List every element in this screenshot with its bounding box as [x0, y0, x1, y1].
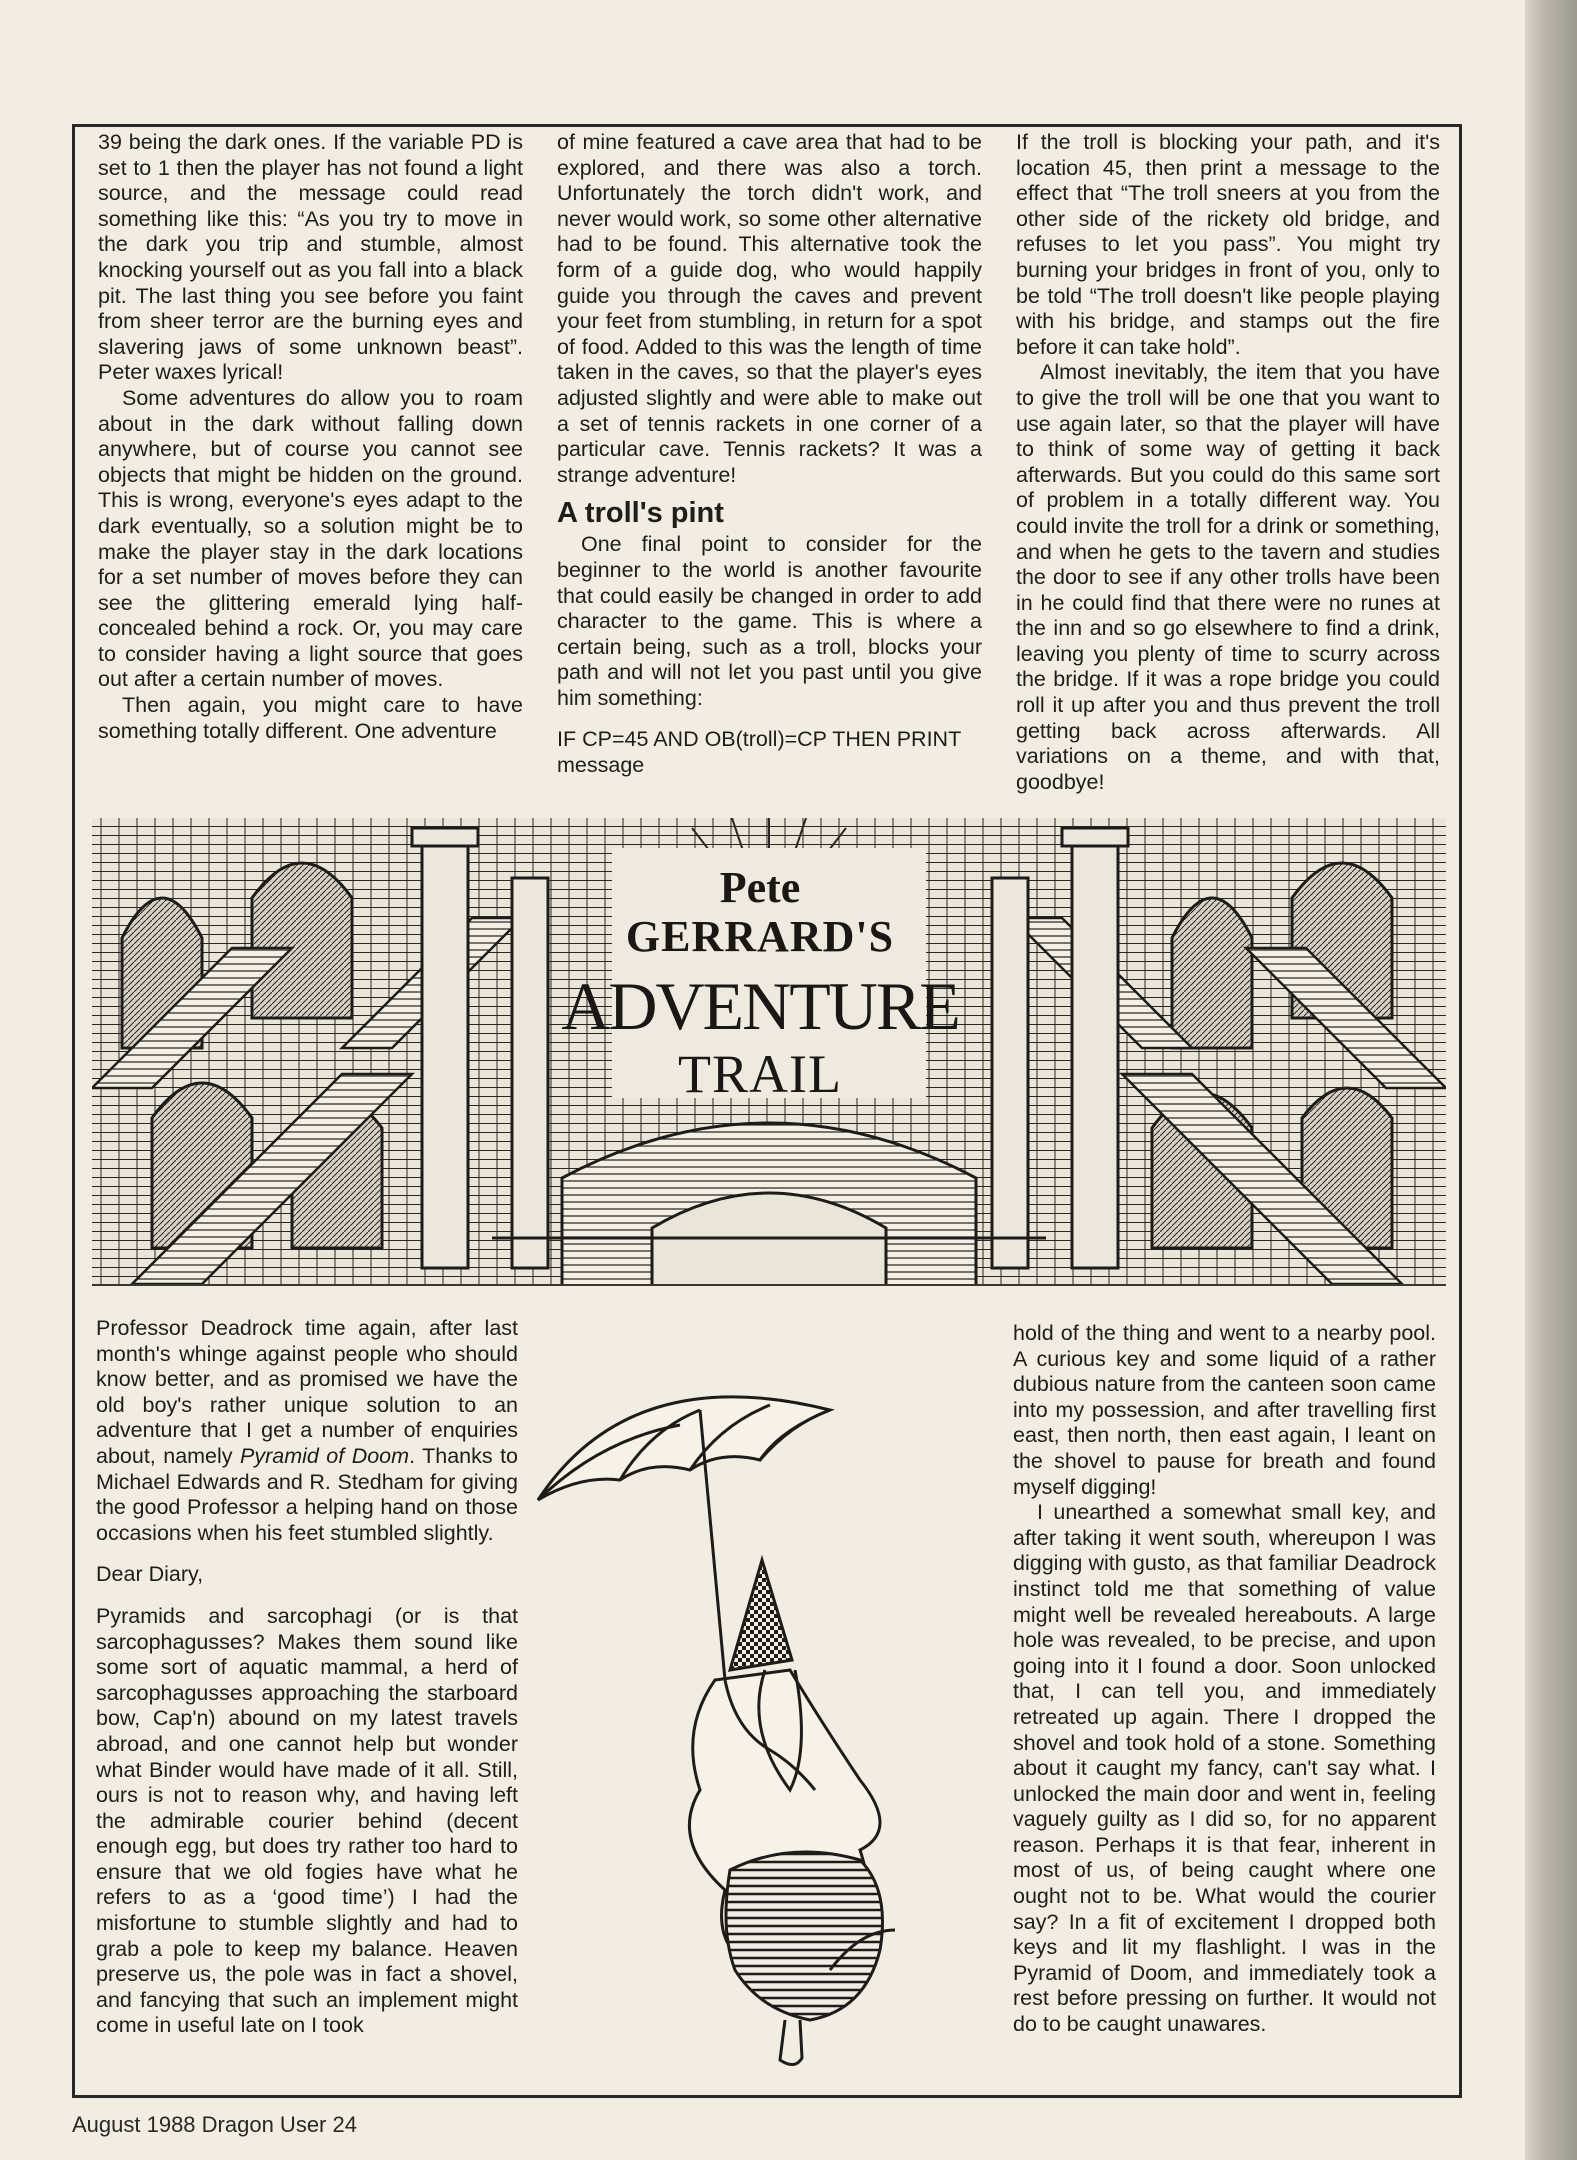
intro-text: . Thanks to Michael Edwards and R. Stedham for giving the good Professor a helping hand on those occasions when his feet stumbled slightly. — [96, 1443, 518, 1545]
paragraph: If the troll is blocking your path, and it's location 45, then print a message to the effect that “The troll sneers at you from the other side of the rickety old bridge, and refuses to let you pass”. You might try burning your bridges in front of you, only to be told “The troll doesn't like people playing with his bridge, and stamps out the fire before it can take hold”. — [1016, 130, 1440, 359]
banner-title-line: TRAIL — [678, 1044, 842, 1104]
paragraph: of mine featured a cave area that had to be explored, and there was also a torch. Unfortunately the torch didn't work, and never would work, so some other alternative had to be found. This alternative took the form of a guide dog, who would happily guide you through the caves and prevent your feet from stumbling, in return for a spot of food. Added to this was the length of time taken in the caves, so that the player's eyes adjusted slightly and were able to make out a set of tennis rackets in one corner of a particular cave. Tennis rackets? It was a strange adventure! — [557, 130, 982, 487]
paragraph: Almost inevitably, the item that you have to give the troll will be one that you want to use again later, so that the player will have to think of some way of getting it back afterwards. But you could do this same sort of problem in a totally different way. You could invite the troll for a drink or something, and when he gets to the tavern and studies the door to see if any other trolls have been in he could find that there were no runes at the inn and so go elsewhere to find a drink, leaving you plenty of time to scurry across the bridge. If it was a rope bridge you could roll it up after you and thus prevent the troll getting back across afterwards. All variations on a theme, and with that, goodbye! — [1016, 360, 1440, 794]
game-title: Pyramid of Doom — [240, 1443, 410, 1468]
banner-title-line: ADVENTURE — [561, 968, 959, 1044]
paragraph: One final point to consider for the beginner to the world is another favourite that could easily be changed in order to add character to the game. This is where a certain being, such as a troll, blocks your path and will not let you past until you give him something: — [557, 532, 982, 710]
bottom-column-3 — [1013, 1321, 1436, 2038]
banner-title-line: Pete — [719, 863, 801, 912]
paragraph: I unearthed a somewhat small key, and after taking it went south, whereupon I was digging with gusto, as that familiar Deadrock instinct told me that something of value might well be revealed hereabouts. A large hole was revealed, to be precise, and upon going into it I found a door. Soon unlocked that, I can tell you, and immediately retreated up again. There I dropped the shovel and took hold of a stone. Something about it caught my fancy, can't say what. I unlocked the main door and went in, feeling vaguely guilty as I did so, for no apparent reason. Perhaps it is that fear, inherent in most of us, of being caught where one ought not to be. What would the courier say? In a fit of excitement I dropped both keys and lit my flashlight. I was in the Pyramid of Doom, and immediately took a rest before pressing on further. It would not do to be caught unawares. — [1013, 1500, 1436, 2037]
section-heading: A troll's pint — [557, 497, 724, 530]
banner-title-line: GERRARD'S — [625, 912, 895, 961]
page-footer: August 1988 Dragon User 24 — [72, 2112, 357, 2137]
salutation: Dear Diary, — [96, 1562, 204, 1587]
paragraph: 39 being the dark ones. If the variable PD is set to 1 then the player has not found a light source, and the message could read something like this: “As you try to move in the dark you trip and stumble, almost knocking yourself out as you fall into a black pit. The last thing you see before you faint from sheer terror are the burning eyes and slavering jaws of some unknown beast”. Peter waxes lyrical! — [98, 130, 523, 385]
top-column-3 — [1016, 130, 1440, 795]
umbrella-wizard-illustration — [530, 1370, 920, 2070]
page-edge-shadow — [1525, 0, 1577, 2160]
paragraph: Pyramids and sarcophagi (or is that sarcophagusses? Makes them sound like some sort of aquatic mammal, a herd of sarcophagusses approaching the starboard bow, Cap'n) abound on my latest travels abroad, and one cannot help but wonder what Binder would have made of it all. Still, ours is not to reason why, and having left the admirable courier behind (decent enough egg, but does try rather too hard to ensure that we old fogies have what he refers to as a ‘good time’) I had the misfortune to stumble slightly and had to grab a pole to keep my balance. Heaven preserve us, the pole was in fact a shovel, and fancying that such an implement might come in useful late on I took — [96, 1603, 518, 2038]
paragraph: Then again, you might care to have something totally different. One adventure — [98, 693, 523, 743]
paragraph: hold of the thing and went to a nearby pool. A curious key and some liquid of a rather dubious nature from the canteen soon came into my possession, and after travelling first east, then north, then east again, I leant on the shovel to pause for breath and found myself digging! — [1013, 1321, 1436, 1499]
banner-title — [545, 840, 975, 1104]
code-line: IF CP=45 AND OB(troll)=CP THEN PRINT message — [557, 727, 961, 778]
bottom-column-1 — [96, 1316, 518, 2039]
top-column-1 — [98, 130, 523, 744]
paragraph: Some adventures do allow you to roam about in the dark without falling down anywhere, but of course you cannot see objects that might be hidden on the ground. This is wrong, everyone's eyes adapt to the dark eventually, so a solution might be to make the player stay in the dark locations for a set number of moves before they can see the glittering emerald lying half-concealed behind a rock. Or, you may care to consider having a light source that goes out after a certain number of moves. — [98, 385, 523, 692]
top-column-2 — [557, 130, 982, 779]
intro-text: Professor Deadrock time again, after last month's whinge against people who should know better, and as promised we have the old boy's rather unique solution to an adventure that I get a number of enquiries about, namely — [96, 1316, 518, 1468]
paragraph — [96, 1316, 518, 1546]
